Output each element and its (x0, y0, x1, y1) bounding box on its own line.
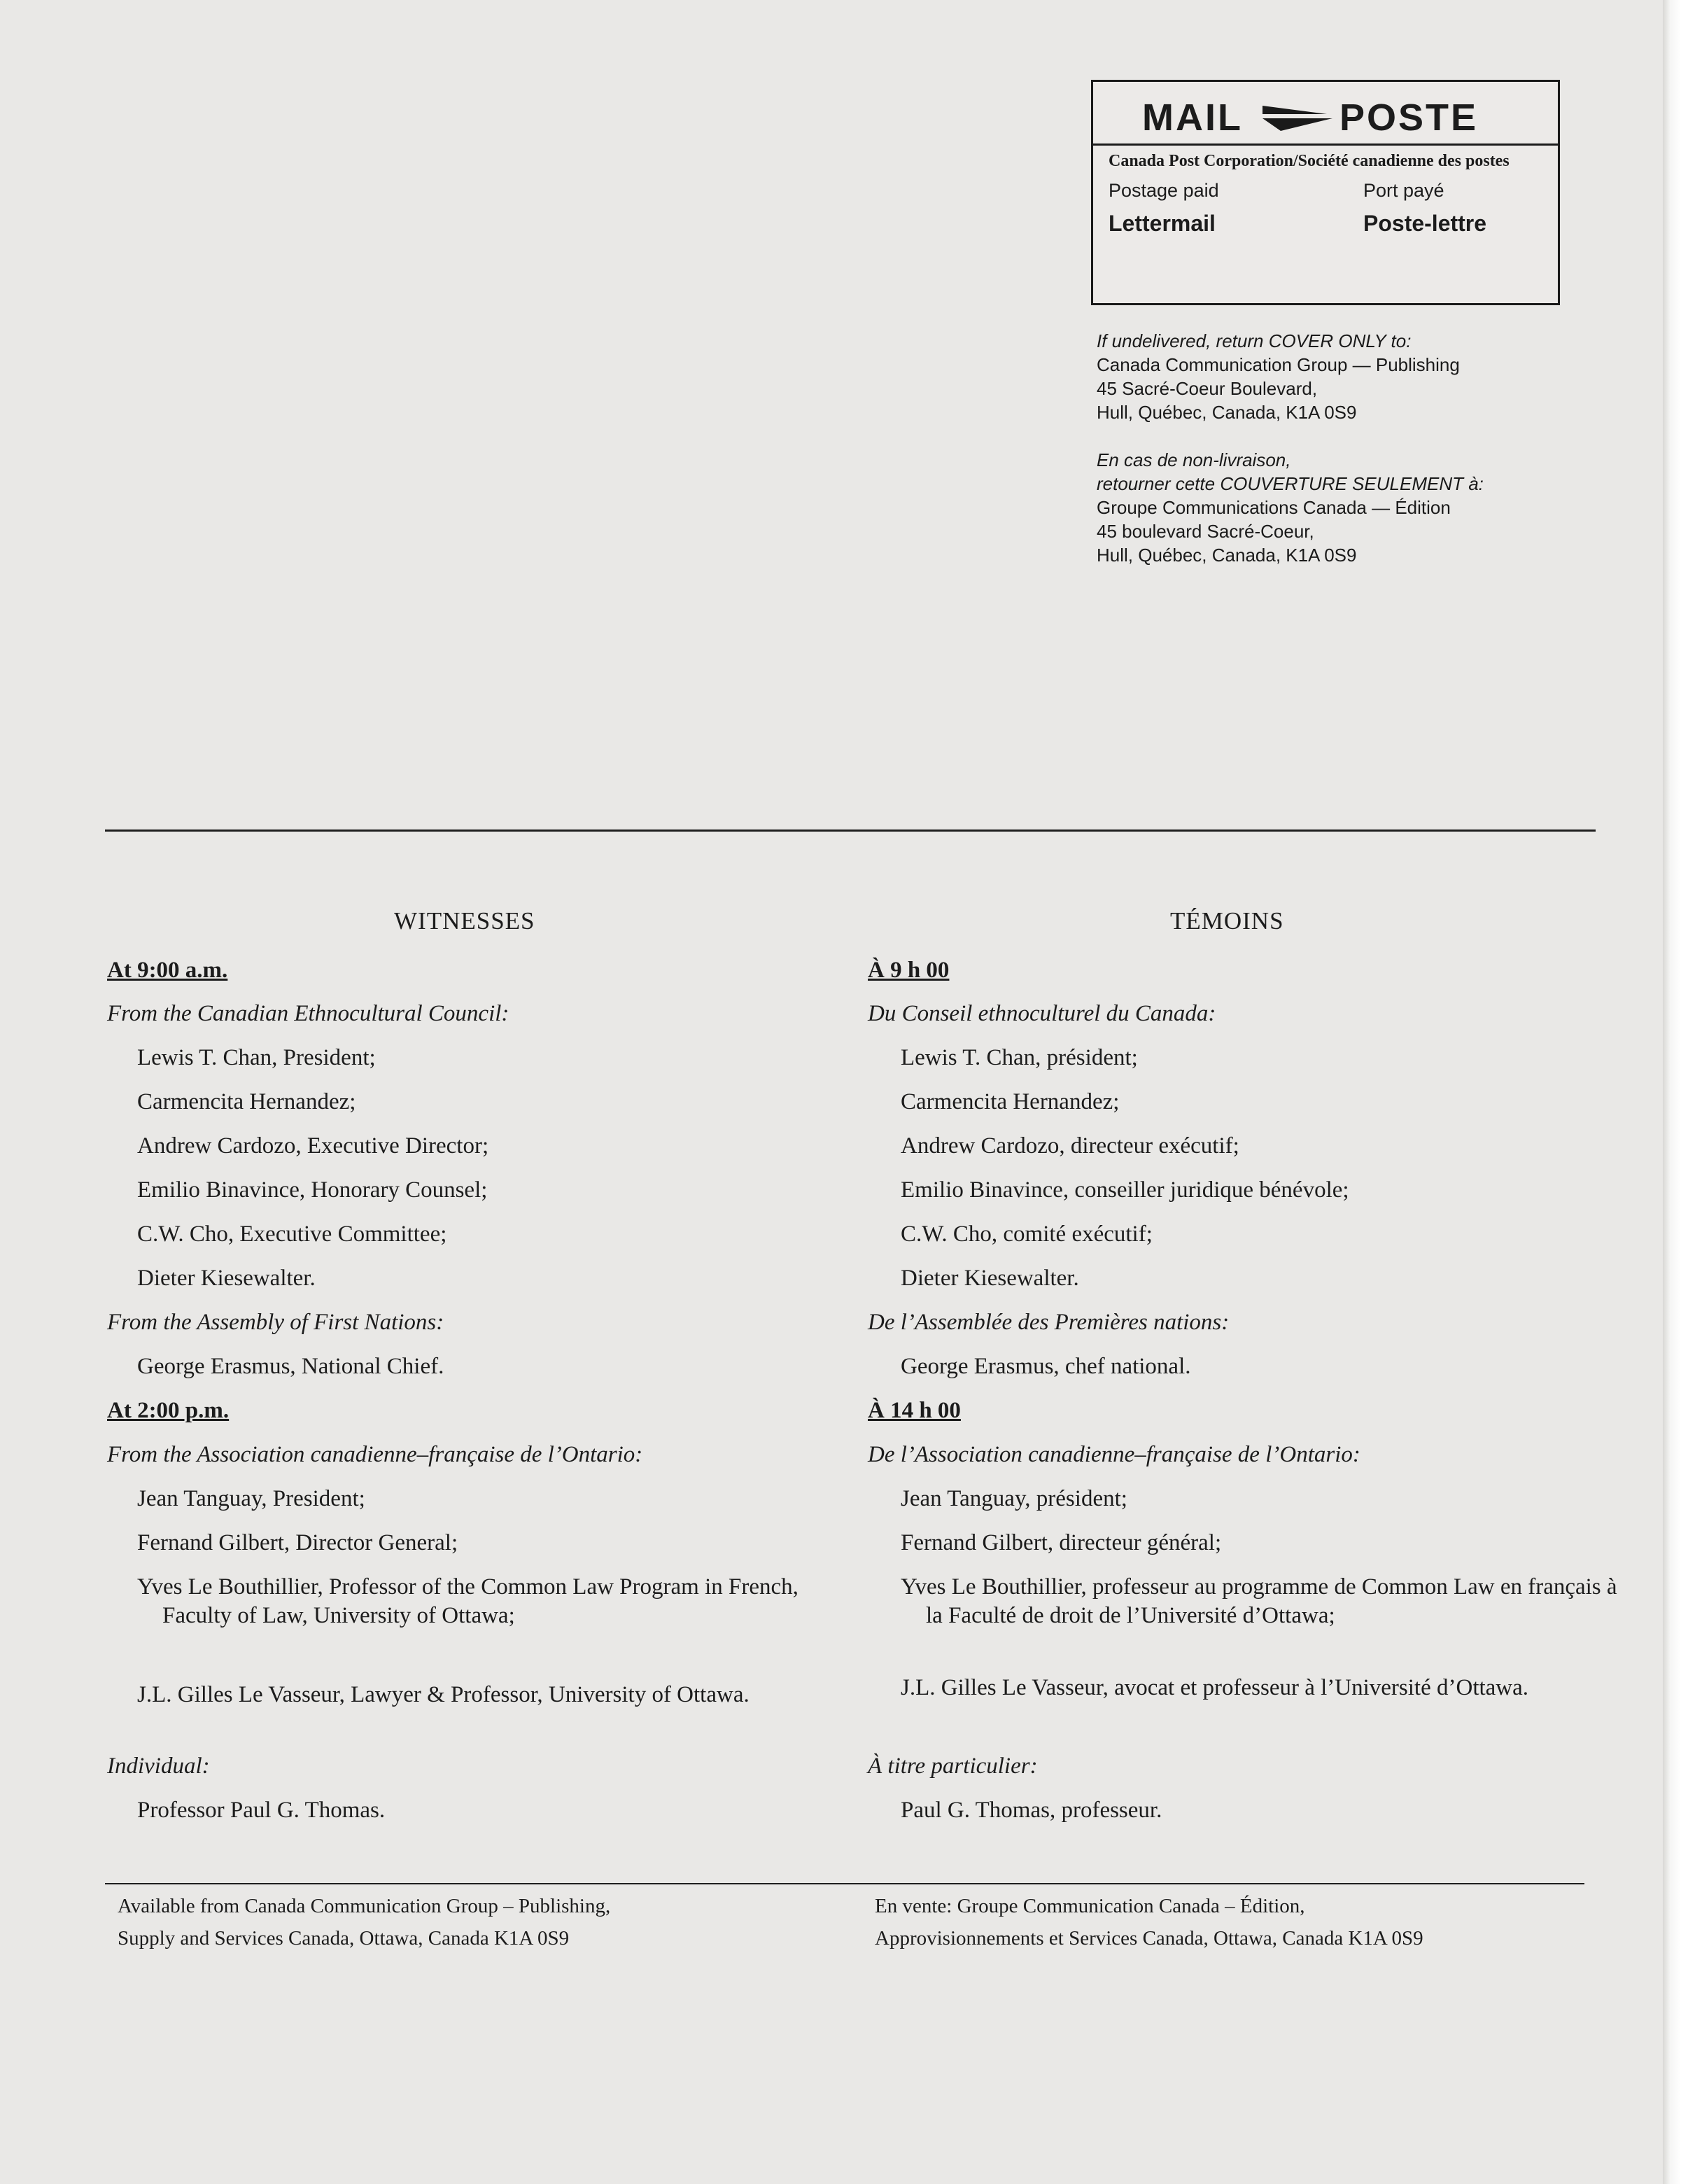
witness-entry-fr: Fernand Gilbert, directeur général; (901, 1530, 1222, 1555)
witness-entry-en: Dieter Kiesewalter. (137, 1266, 316, 1291)
port-paye-label: Port payé (1363, 180, 1444, 201)
organization-heading-fr: De l’Assemblée des Premières nations: (868, 1310, 1230, 1335)
witnesses-heading: WITNESSES (394, 907, 535, 934)
witness-entry-en: C.W. Cho, Executive Committee; (137, 1222, 447, 1247)
availability-notice-fr (875, 1890, 1423, 1954)
postage-paid-label: Postage paid (1109, 180, 1219, 201)
witness-entry-fr: Carmencita Hernandez; (901, 1089, 1120, 1114)
logo-poste-text: POSTE (1339, 97, 1479, 139)
availability-notice-en (118, 1890, 610, 1954)
witness-entry-fr: Lewis T. Chan, président; (901, 1045, 1138, 1070)
return-line: 45 Sacré-Coeur Boulevard, (1097, 378, 1318, 399)
organization-heading-en: From the Assembly of First Nations: (107, 1310, 444, 1335)
return-address-french (1097, 448, 1484, 567)
time-heading-afternoon-en: At 2:00 p.m. (107, 1398, 230, 1423)
return-line: 45 boulevard Sacré-Coeur, (1097, 521, 1314, 542)
witness-entry-fr: George Erasmus, chef national. (901, 1354, 1191, 1379)
return-instruction-fr-1: En cas de non-livraison, (1097, 449, 1291, 470)
witness-entry-fr: Emilio Binavince, conseiller juridique bénévole; (901, 1177, 1349, 1203)
witness-entry-en: Yves Le Bouthillier, Professor of the Common Law Program in French, Faculty of Law, University of Ottawa; (137, 1574, 799, 1628)
witness-entry-en: Lewis T. Chan, President; (137, 1045, 376, 1070)
witness-entry-en: Carmencita Hernandez; (137, 1089, 356, 1114)
witness-entry-en: George Erasmus, National Chief. (137, 1354, 444, 1379)
availability-line: En vente: Groupe Communication Canada – Édition, (875, 1895, 1305, 1917)
availability-line: Available from Canada Communication Group – Publishing, (118, 1895, 611, 1917)
witness-entry-fr: J.L. Gilles Le Vasseur, avocat et professeur à l’Université d’Ottawa. (901, 1675, 1529, 1700)
time-heading-morning-en: At 9:00 a.m. (107, 958, 228, 983)
witness-entry-en: Jean Tanguay, President; (137, 1486, 365, 1511)
return-line: Hull, Québec, Canada, K1A 0S9 (1097, 402, 1357, 423)
canada-post-logo (1093, 82, 1558, 146)
section-divider (105, 830, 1596, 832)
witness-entry-fr: Paul G. Thomas, professeur. (901, 1798, 1162, 1823)
availability-line: Approvisionnements et Services Canada, Ottawa, Canada K1A 0S9 (875, 1927, 1423, 1949)
return-line: Hull, Québec, Canada, K1A 0S9 (1097, 545, 1357, 566)
witness-entry-en: J.L. Gilles Le Vasseur, Lawyer & Professor, University of Ottawa. (137, 1682, 750, 1707)
witness-entry-fr: Yves Le Bouthillier, professeur au programme de Common Law en français à la Faculté de droit de l’Université d’Ottawa; (901, 1574, 1617, 1628)
availability-line: Supply and Services Canada, Ottawa, Canada K1A 0S9 (118, 1927, 570, 1949)
organization-heading-en: From the Association canadienne–française de l’Ontario: (107, 1442, 643, 1467)
postage-indicia (1091, 80, 1560, 305)
return-line: Canada Communication Group — Publishing (1097, 354, 1460, 375)
return-line: Groupe Communications Canada — Édition (1097, 497, 1451, 518)
logo-mail-text: MAIL (1142, 97, 1243, 139)
time-heading-afternoon-fr: À 14 h 00 (868, 1398, 961, 1423)
organization-heading-fr: Du Conseil ethnoculturel du Canada: (868, 1001, 1216, 1026)
lettermail-label: Lettermail (1109, 211, 1216, 236)
return-address-english (1097, 329, 1460, 424)
witness-entry-en: Emilio Binavince, Honorary Counsel; (137, 1177, 488, 1203)
witness-entry-fr: Jean Tanguay, président; (901, 1486, 1127, 1511)
organization-heading-en: Individual: (107, 1754, 210, 1779)
witness-entry-en: Professor Paul G. Thomas. (137, 1798, 386, 1823)
return-instruction-fr-2: retourner cette COUVERTURE SEULEMENT à: (1097, 473, 1484, 494)
organization-heading-fr: À titre particulier: (868, 1754, 1038, 1779)
footer-divider (105, 1883, 1584, 1884)
return-instruction-en: If undelivered, return COVER ONLY to: (1097, 330, 1412, 351)
witness-entry-fr: Andrew Cardozo, directeur exécutif; (901, 1133, 1239, 1158)
page-edge (1663, 0, 1681, 2184)
corporation-name: Canada Post Corporation/Société canadienne des postes (1109, 152, 1510, 170)
poste-lettre-label: Poste-lettre (1363, 211, 1487, 236)
temoins-heading: TÉMOINS (1170, 907, 1284, 934)
time-heading-morning-fr: À 9 h 00 (868, 958, 950, 983)
canada-post-arrow-icon (1260, 99, 1337, 136)
witness-entry-fr: C.W. Cho, comité exécutif; (901, 1222, 1153, 1247)
witness-entry-fr: Dieter Kiesewalter. (901, 1266, 1079, 1291)
organization-heading-en: From the Canadian Ethnocultural Council: (107, 1001, 509, 1026)
witness-entry-en: Andrew Cardozo, Executive Director; (137, 1133, 489, 1158)
witness-entry-en: Fernand Gilbert, Director General; (137, 1530, 458, 1555)
organization-heading-fr: De l’Association canadienne–française de l’Ontario: (868, 1442, 1360, 1467)
